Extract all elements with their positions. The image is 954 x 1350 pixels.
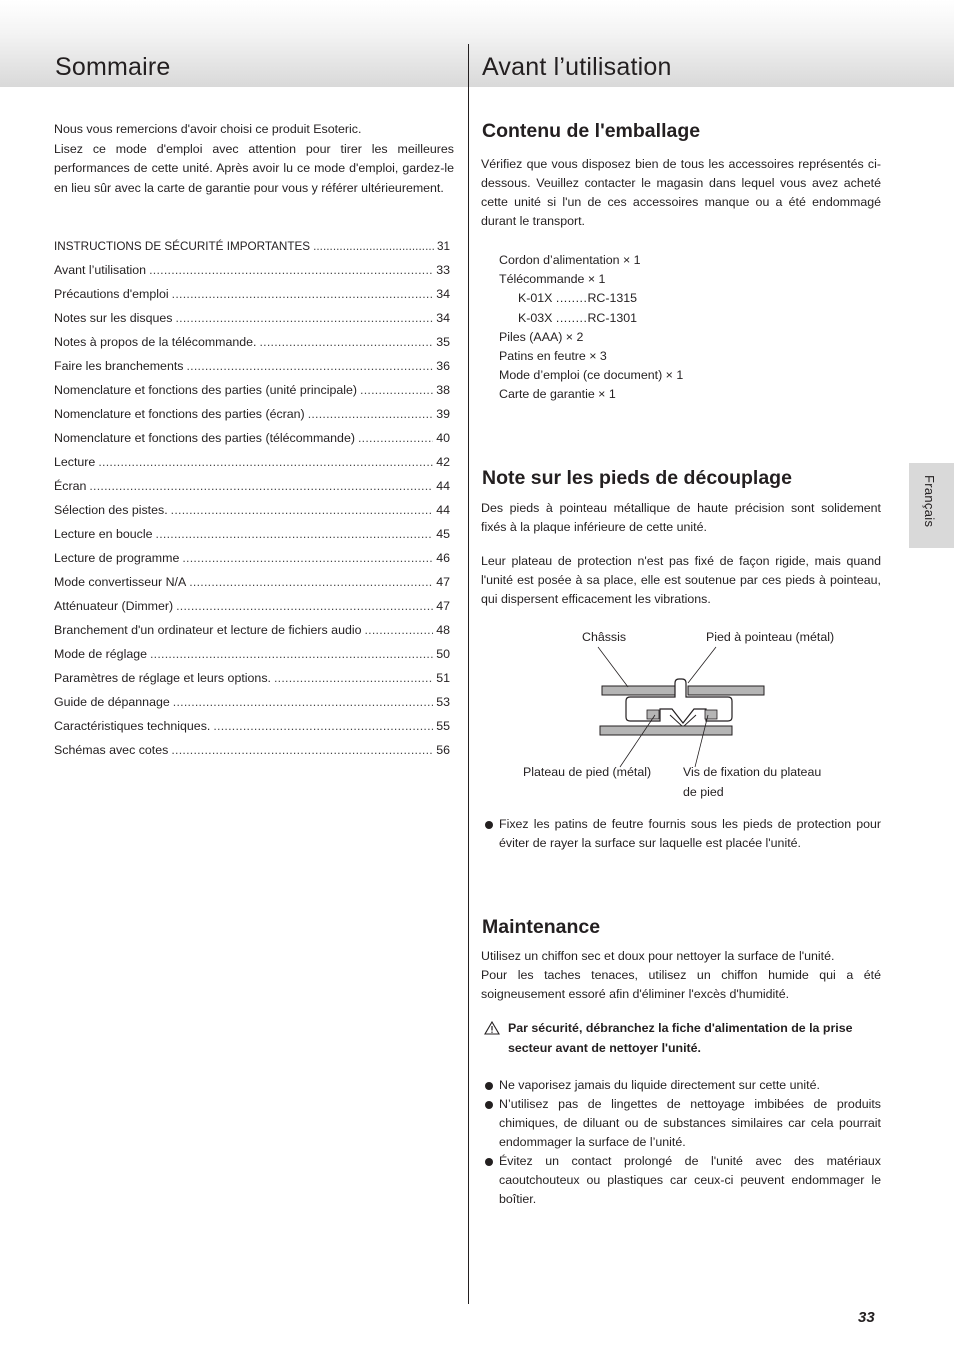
toc-entry[interactable] [54, 402, 450, 426]
label-chassis: Châssis [582, 630, 627, 644]
bullet-icon [485, 1101, 493, 1109]
foot-insert-right [705, 710, 717, 719]
toc-entry-page: 48 [436, 623, 450, 637]
list-item: Piles (AAA) × 2 [499, 329, 584, 344]
toc-entry[interactable] [54, 714, 450, 738]
leader-vis [695, 715, 708, 767]
intro-line: Nous vous remercions d'avoir choisi ce produit Esoteric. [54, 122, 362, 136]
pieds-paragraph-1: Des pieds à pointeau métallique de haute précision sont solidement fixés à la plaque inférieure de cette unité. [481, 501, 881, 534]
toc-entry-label: Nomenclature et fonctions des parties (unité principale) [54, 383, 358, 397]
toc-entry-page: 47 [436, 575, 450, 589]
toc-entry-label: Guide de dépannage [54, 695, 170, 709]
toc-entry-label: Nomenclature et fonctions des parties (écran) [54, 407, 305, 421]
toc-leader-dots [308, 407, 434, 421]
bullet-text: Évitez un contact prolongé de l'unité avec des matériaux caoutchouteux ou plastiques car ceux-ci peuvent endommager le boîtier. [499, 1154, 881, 1206]
maintenance-text [481, 947, 881, 1004]
toc-entry-label: Faire les branchements [54, 359, 184, 373]
toc-leader-dots [189, 575, 433, 589]
remote-model: RC-1301 [587, 310, 638, 325]
toc-entry-page: 50 [436, 647, 450, 661]
toc-entry[interactable] [54, 594, 450, 618]
toc-entry-label: Écran [54, 479, 87, 493]
toc-leader-dots [358, 431, 433, 445]
model-name: K-01X [518, 291, 553, 306]
toc-entry[interactable] [54, 306, 450, 330]
toc-entry-page: 34 [436, 287, 450, 301]
list-item-remote-k03x [499, 309, 683, 328]
warning-block [482, 1019, 882, 1058]
bullet-item [481, 1076, 881, 1095]
toc-entry[interactable] [54, 450, 450, 474]
toc-leader-dots [175, 311, 433, 325]
toc-entry-page: 56 [436, 743, 450, 757]
toc-entry-page: 44 [436, 503, 450, 517]
toc-entry-label: Mode convertisseur N/A [54, 575, 187, 589]
toc-entry-page: 46 [436, 551, 450, 565]
intro-text [54, 120, 454, 198]
toc-entry-label: Mode de réglage [54, 647, 147, 661]
section-title-emballage: Contenu de l'emballage [482, 120, 701, 142]
language-tab [909, 463, 954, 548]
toc-entry-page: 34 [436, 311, 450, 325]
base-plate [600, 726, 732, 735]
toc-leader-dots [360, 383, 433, 397]
package-contents-list [499, 251, 683, 405]
bullet-icon [485, 1158, 493, 1166]
toc-leader-dots [260, 335, 434, 349]
bullet-item [481, 1152, 881, 1209]
toc-leader-dots [150, 647, 433, 661]
toc-entry-label: Paramètres de réglage et leurs options. [54, 671, 271, 685]
toc-leader-dots [89, 479, 433, 493]
toc-entry-label: Nomenclature et fonctions des parties (télécommande) [54, 431, 355, 445]
toc-leader-dots [98, 455, 433, 469]
remote-model: RC-1315 [587, 291, 638, 306]
toc-leader-dots [274, 671, 433, 685]
toc-entry-label: Lecture en boucle [54, 527, 153, 541]
toc-leader-dots [186, 359, 433, 373]
toc-entry-page: 53 [436, 695, 450, 709]
toc-leader-dots [182, 551, 433, 565]
warning-triangle-icon [484, 1021, 500, 1035]
toc-leader-dots [156, 527, 434, 541]
bullet-text: N’utilisez pas de lingettes de nettoyage imbibées de produits chimiques, de diluant ou de substances similaires car cela pourrait endommager la surface de l’unité. [499, 1097, 881, 1149]
toc-entry[interactable] [54, 618, 450, 642]
toc-entry-page: 36 [436, 359, 450, 373]
toc-entry[interactable] [54, 426, 450, 450]
list-item: Télécommande × 1 [499, 272, 606, 287]
leader-plateau [620, 715, 655, 767]
maintenance-line-1: Utilisez un chiffon sec et doux pour nettoyer la surface de l'unité. [481, 949, 835, 963]
toc-entry-label: Branchement d'un ordinateur et lecture de fichiers audio [54, 623, 362, 637]
leader-chassis [598, 647, 628, 687]
toc-entry-label: Notes à propos de la télécommande. [54, 335, 257, 349]
toc-entry-page: 31 [436, 239, 450, 253]
toc-entry-label: Sélection des pistes. [54, 503, 168, 517]
toc-entry[interactable] [54, 666, 450, 690]
toc-entry-page: 45 [436, 527, 450, 541]
toc-entry[interactable] [54, 522, 450, 546]
toc-entry-page: 39 [436, 407, 450, 421]
model-name: K-03X [518, 310, 553, 325]
toc-entry-page: 51 [436, 671, 450, 685]
chassis-plate-left [602, 686, 678, 695]
toc-leader-dots [149, 263, 433, 277]
bullet-icon [485, 1082, 493, 1090]
toc-leader-dots [171, 503, 434, 517]
toc-entry[interactable] [54, 474, 450, 498]
toc-entry-page: 55 [436, 719, 450, 733]
foot-diagram [520, 625, 860, 805]
toc-entry-page: 40 [436, 431, 450, 445]
emballage-text: Vérifiez que vous disposez bien de tous les accessoires représentés ci-dessous. Veuillez contacter le magasin dans lequel vous avez acheté cette unité si l'un de ces accessoires manque ou a été endommagé durant le transport. [481, 157, 881, 228]
toc-leader-dots [171, 743, 433, 757]
toc-entry[interactable] [54, 258, 450, 282]
label-plateau: Plateau de pied (métal) [523, 765, 652, 779]
toc-entry[interactable] [54, 546, 450, 570]
list-item: Patins en feutre × 3 [499, 349, 607, 364]
toc-entry[interactable] [54, 570, 450, 594]
toc-entry-label: Schémas avec cotes [54, 743, 169, 757]
list-item: Mode d’emploi (ce document) × 1 [499, 368, 684, 383]
toc-entry-page: 35 [436, 335, 450, 349]
toc-entry-label: Lecture [54, 455, 96, 469]
page-title-avant-utilisation: Avant l’utilisation [482, 53, 672, 81]
toc-entry[interactable] [54, 282, 450, 306]
toc-entry-label: Atténuateur (Dimmer) [54, 599, 174, 613]
leader-dots: ........ [555, 310, 588, 325]
pieds-bullet-list [481, 815, 881, 853]
bullet-item [481, 815, 881, 853]
toc-entry-page: 44 [436, 479, 450, 493]
toc-entry-label: Notes sur les disques [54, 311, 173, 325]
section-title-maintenance: Maintenance [482, 916, 601, 938]
bullet-text: Fixez les patins de feutre fournis sous les pieds de protection pour éviter de rayer la surface sur laquelle est placée l'unité. [499, 817, 881, 850]
maintenance-bullet-list [481, 1076, 881, 1209]
toc-entry[interactable] [54, 690, 450, 714]
toc-leader-dots [173, 695, 433, 709]
toc-leader-dots [213, 719, 433, 733]
bullet-item [481, 1095, 881, 1152]
page-number: 33 [858, 1309, 875, 1326]
list-item: Carte de garantie × 1 [499, 387, 616, 402]
warning-text: Par sécurité, débranchez la fiche d'alimentation de la prise secteur avant de nettoyer l'unité. [508, 1021, 853, 1055]
toc-leader-dots [172, 287, 434, 301]
column-divider [468, 44, 469, 1304]
pieds-paragraph-2: Leur plateau de protection n'est pas fixé de façon rigide, mais quand l'unité est posée à sa place, elle est soutenue par ces pieds à pointeau, qui dispersent efficacement les vibrations. [481, 554, 881, 606]
label-vis-line1: Vis de fixation du plateau [683, 765, 822, 779]
toc-entry-page: 42 [436, 455, 450, 469]
toc-leader-dots [365, 623, 434, 637]
page-title-sommaire: Sommaire [55, 53, 171, 81]
toc-entry[interactable] [54, 354, 450, 378]
label-pied-pointeau: Pied à pointeau (métal) [706, 630, 835, 644]
toc-entry[interactable] [54, 378, 450, 402]
toc-entry-page: 47 [436, 599, 450, 613]
toc-entry[interactable] [54, 498, 450, 522]
leader-spike [688, 647, 716, 683]
toc-entry[interactable] [54, 738, 450, 762]
toc-entry[interactable] [54, 234, 450, 258]
toc-entry-label: Caractéristiques techniques. [54, 719, 211, 733]
toc-leader-dots [176, 599, 433, 613]
leader-dots: ........ [555, 291, 588, 306]
toc-entry[interactable] [54, 642, 450, 666]
toc-entry-page: 33 [436, 263, 450, 277]
bullet-icon [485, 821, 493, 829]
toc-entry-label: Lecture de programme [54, 551, 180, 565]
toc-leader-dots [313, 240, 434, 253]
label-vis-line2: de pied [683, 785, 724, 799]
toc-entry-label: Précautions d'emploi [54, 287, 169, 301]
intro-paragraph: Lisez ce mode d'emploi avec attention pour tirer les meilleures performances de cette unité. Après avoir lu ce mode d'emploi, gardez-le en lieu sûr avec la carte de garantie pour vous y référer ultérieurement. [54, 141, 454, 195]
list-item-remote-k01x [499, 289, 683, 308]
section-title-pieds: Note sur les pieds de découplage [482, 467, 792, 489]
toc-entry-label: INSTRUCTIONS DE SÉCURITÉ IMPORTANTES [54, 239, 311, 253]
toc-entry[interactable] [54, 330, 450, 354]
language-tab-label: Français [922, 475, 937, 528]
list-item: Cordon d’alimentation × 1 [499, 253, 641, 267]
chassis-plate-right [688, 686, 764, 695]
table-of-contents [54, 234, 450, 762]
bullet-text: Ne vaporisez jamais du liquide directement sur cette unité. [499, 1078, 820, 1092]
toc-entry-label: Avant l’utilisation [54, 263, 147, 277]
maintenance-line-2: Pour les taches tenaces, utilisez un chiffon humide qui a été soigneusement essoré afin d'éliminer l'excès d'humidité. [481, 968, 881, 1001]
toc-entry-page: 38 [436, 383, 450, 397]
